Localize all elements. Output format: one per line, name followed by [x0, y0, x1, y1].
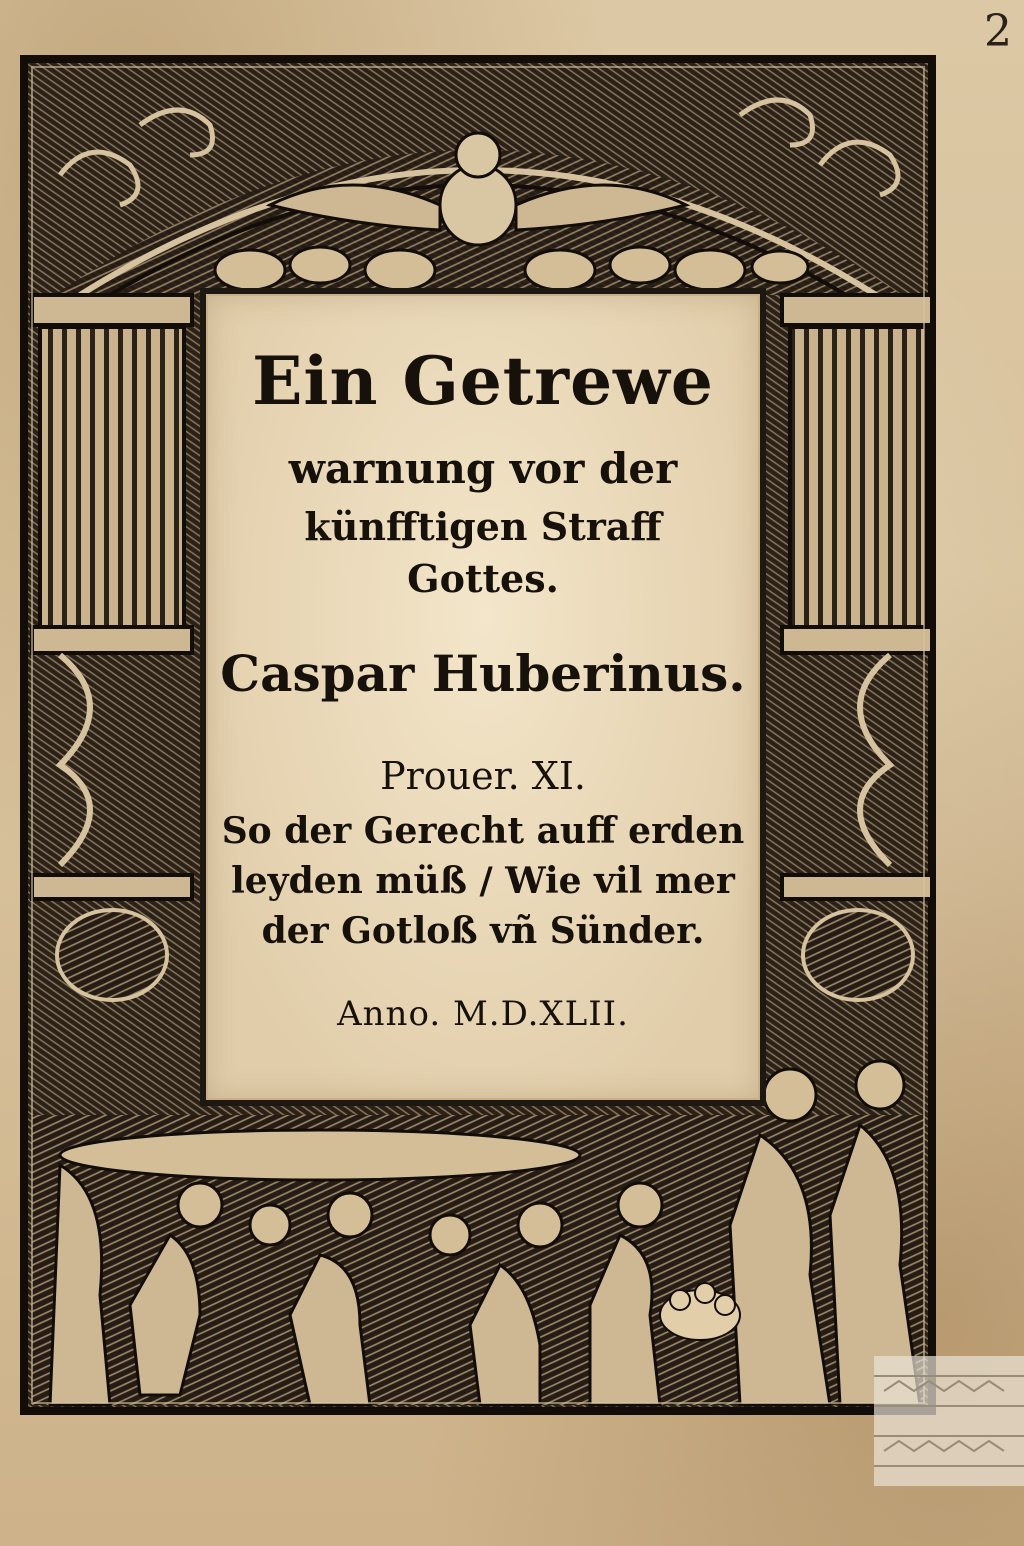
corner-decoration	[874, 1356, 1024, 1486]
page-number: 2	[984, 6, 1014, 57]
publication-date: Anno. M.D.XLII.	[337, 994, 629, 1034]
title-line-3: künfftigen Straff	[304, 504, 662, 549]
title-line-4: Gottes.	[407, 556, 559, 601]
quote-line-2: leyden müß / Wie vil mer	[231, 860, 735, 902]
title-line-1: Ein Getrewe	[252, 342, 714, 420]
author-name: Caspar Huberinus.	[220, 644, 746, 703]
quote-line-3: der Gotloß vñ Sünder.	[261, 910, 705, 952]
bible-reference: Prouer. XI.	[380, 754, 586, 798]
title-panel	[200, 288, 766, 1106]
quote-line-1: So der Gerecht auff erden	[221, 810, 745, 852]
left-column	[32, 295, 192, 1000]
right-column	[782, 295, 932, 1000]
title-line-2: warnung vor der	[288, 444, 678, 493]
